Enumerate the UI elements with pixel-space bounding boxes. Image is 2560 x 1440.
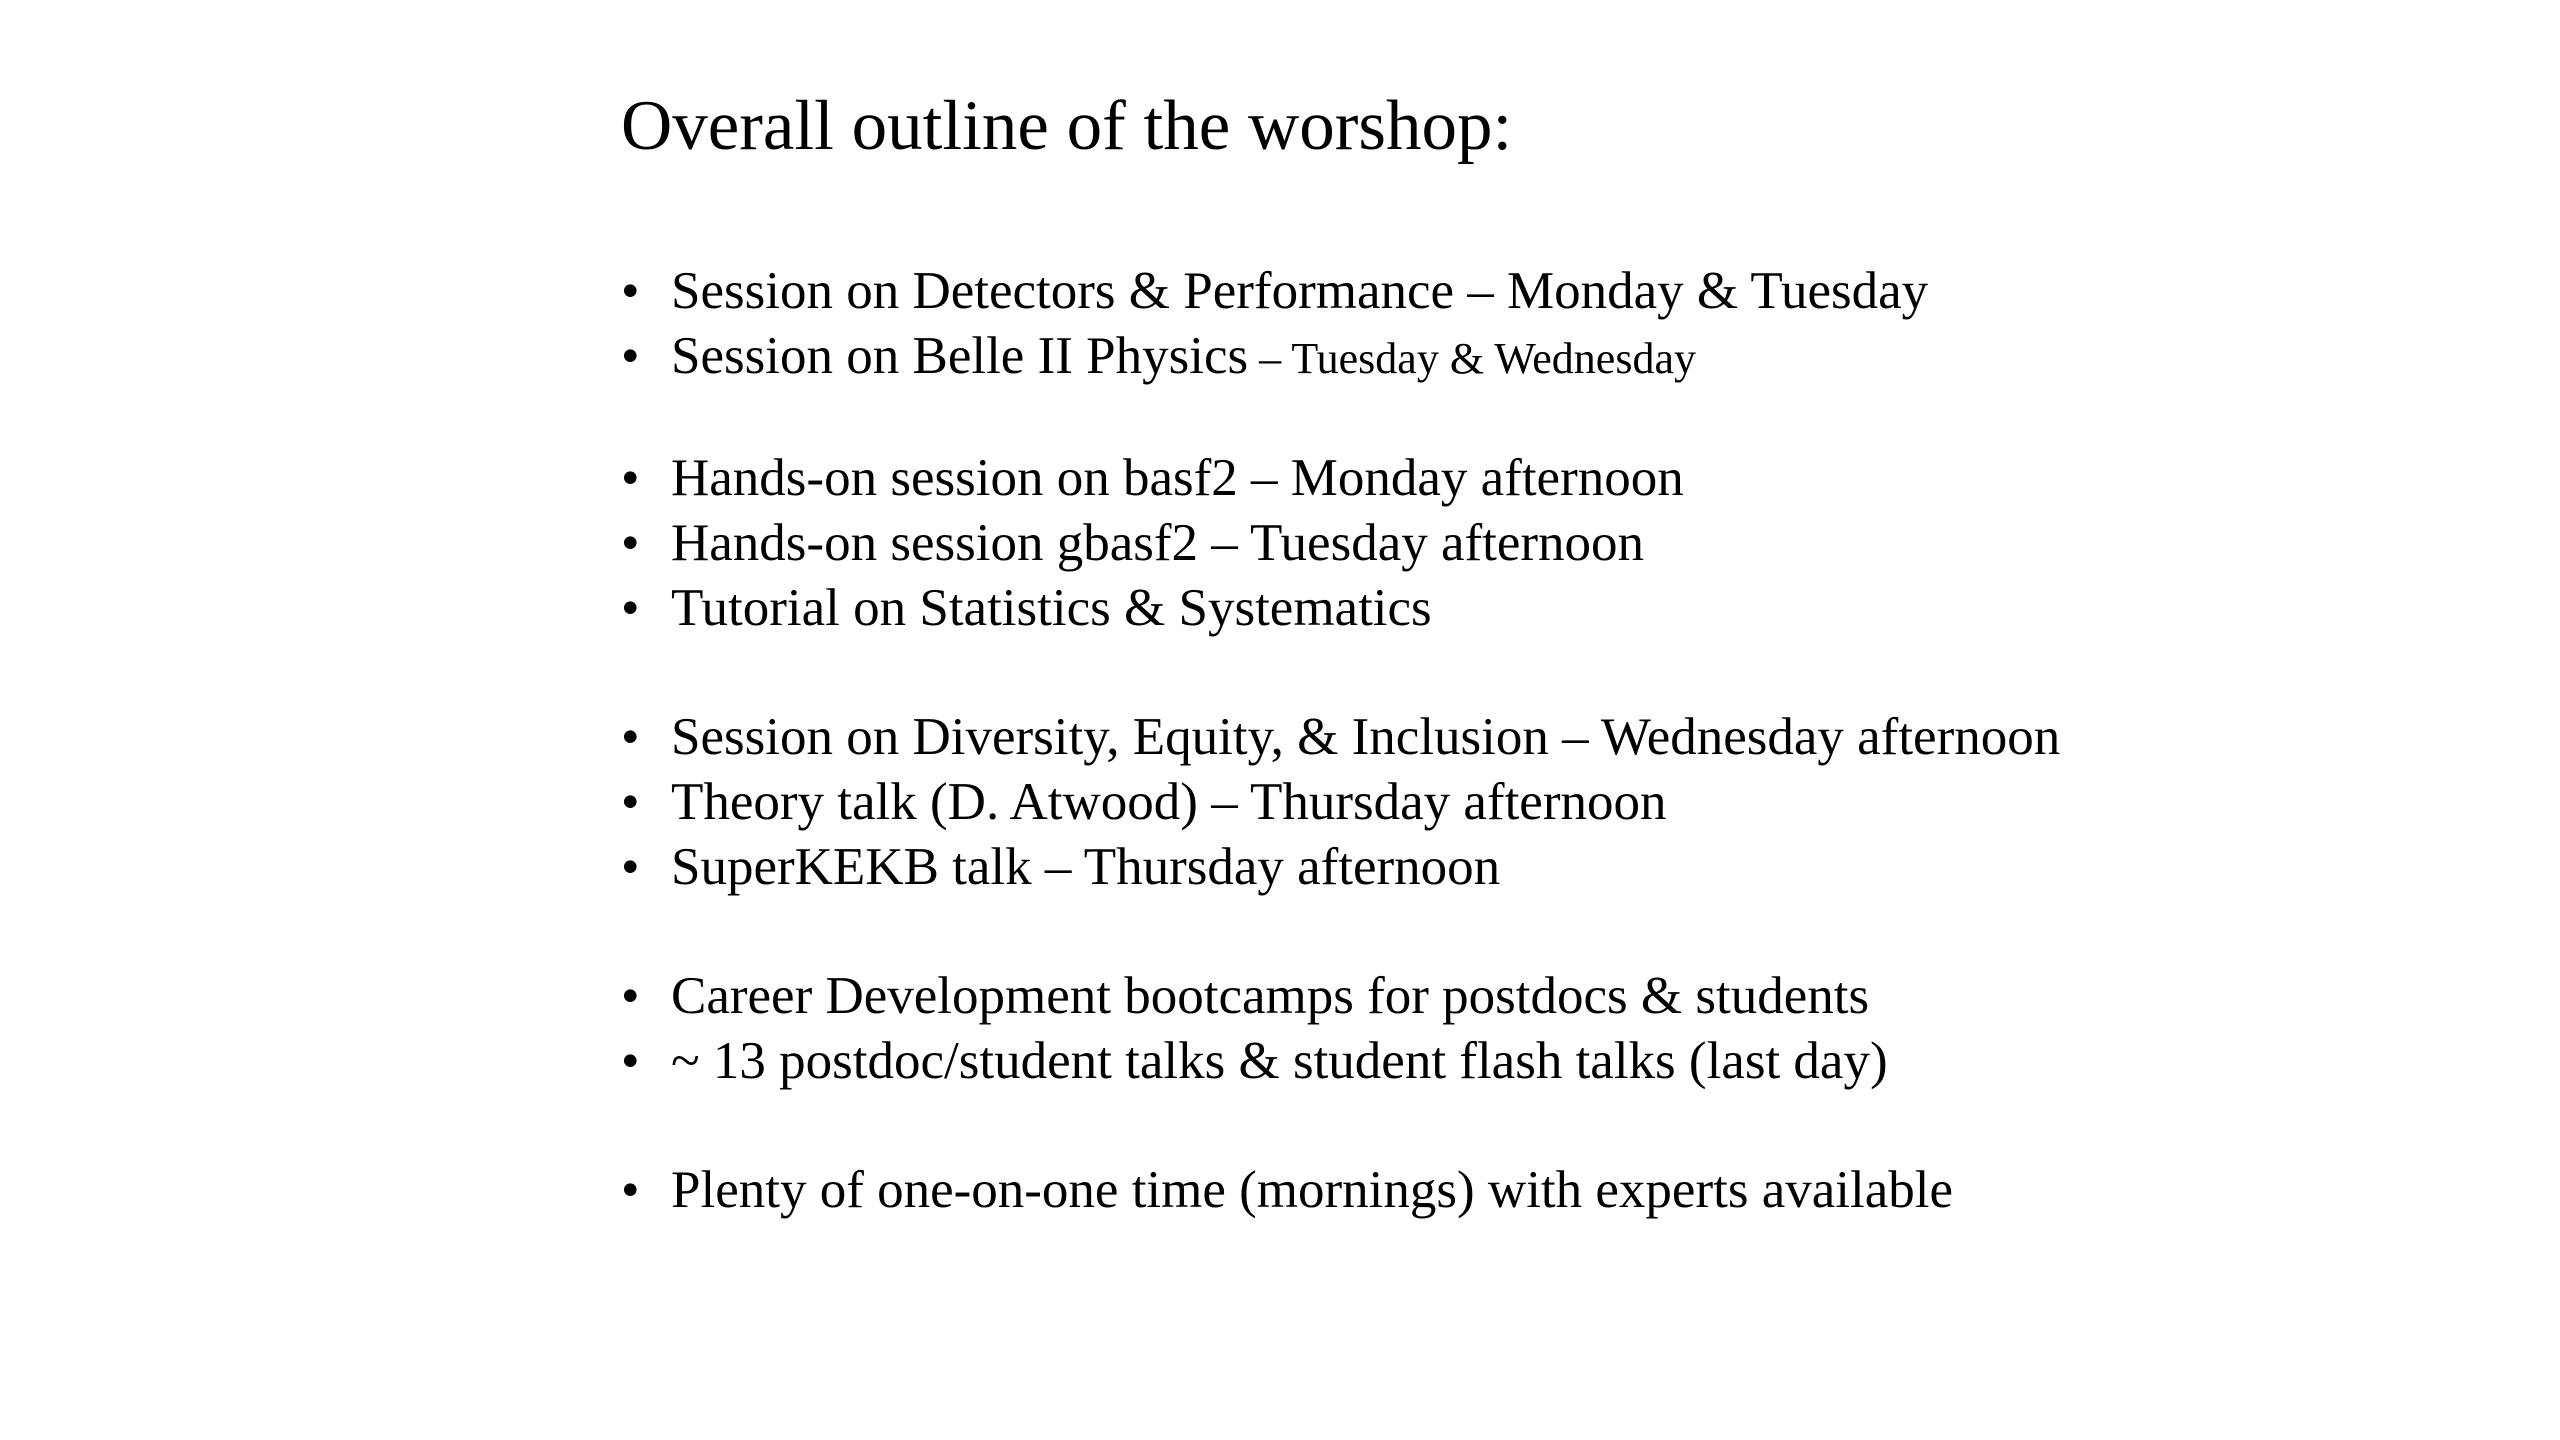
bullet-icon: • [621, 708, 640, 766]
item-text: Hands-on session gbasf2 – Tuesday afternoon [671, 514, 1645, 572]
bullet-icon: • [621, 514, 640, 572]
item-text: Career Development bootcamps for postdocs & students [671, 967, 1870, 1025]
item-text: Tutorial on Statistics & Systematics [671, 579, 1432, 637]
bullet-icon: • [621, 1161, 640, 1219]
bullet-icon: • [621, 967, 640, 1025]
item-text: ~ 13 postdoc/student talks & student flash talks (last day) [671, 1032, 1888, 1090]
item-text: Plenty of one-on-one time (mornings) with experts available [671, 1161, 1953, 1219]
bullet-icon: • [621, 579, 640, 637]
item-text-small: – Tuesday & Wednesday [1248, 334, 1696, 383]
slide-title: Overall outline of the worshop: [621, 87, 1513, 165]
item-text: SuperKEKB talk – Thursday afternoon [671, 838, 1501, 896]
bullet-icon: • [621, 262, 640, 320]
item-text: Theory talk (D. Atwood) – Thursday afternoon [671, 773, 1667, 831]
bullet-icon: • [621, 1032, 640, 1090]
item-text: Session on Diversity, Equity, & Inclusion – Wednesday afternoon [671, 708, 2061, 766]
bullet-icon: • [621, 773, 640, 831]
item-text-main: Session on Belle II Physics [671, 327, 1249, 385]
item-text: Session on Detectors & Performance – Monday & Tuesday [671, 262, 1929, 320]
item-text: Hands-on session on basf2 – Monday afternoon [671, 449, 1684, 507]
item-text [671, 324, 1696, 391]
bullet-icon: • [621, 449, 640, 507]
bullet-icon: • [621, 838, 640, 896]
bullet-icon: • [621, 327, 640, 385]
